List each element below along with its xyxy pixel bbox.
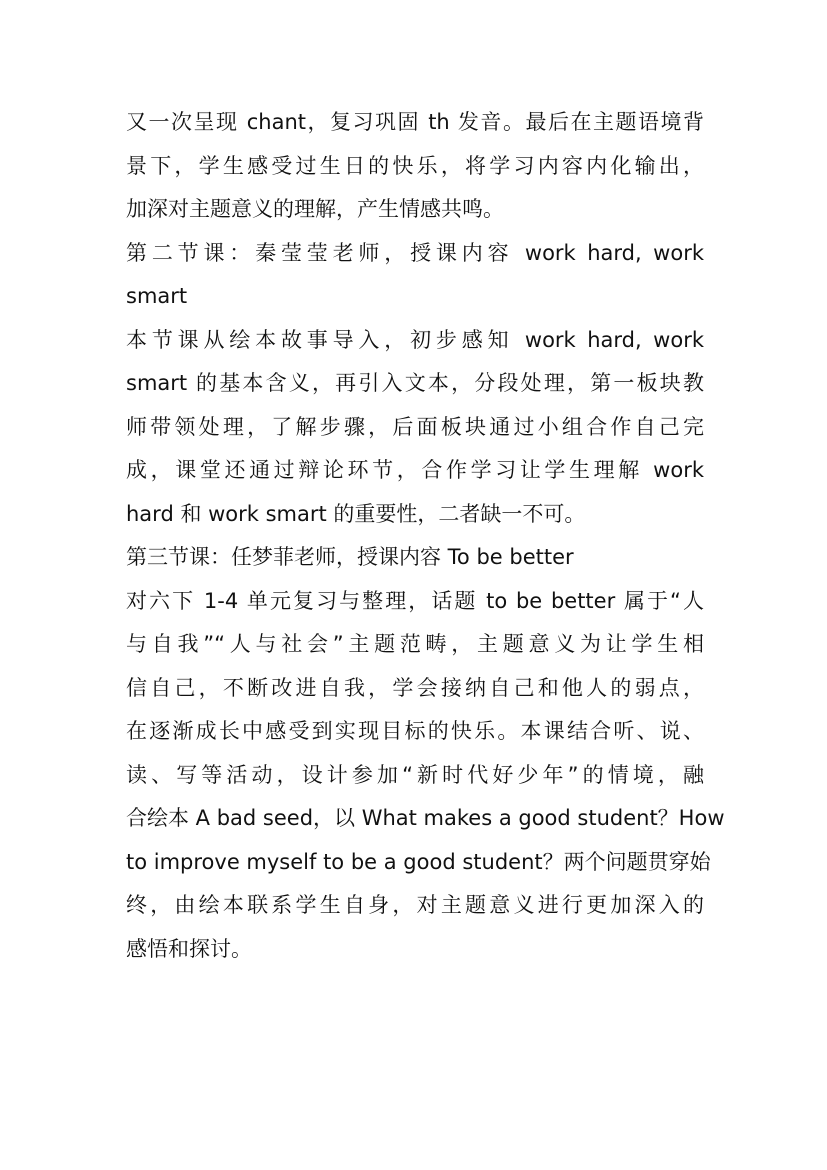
text-line: 终，由绘本联系学生自身，对主题意义进行更加深入的 (126, 893, 704, 917)
paragraph-lesson-three-body (126, 580, 725, 972)
text-line: 第三节课：任梦菲老师，授课内容 To be better (126, 545, 574, 569)
text-line: 感悟和探讨。 (126, 936, 252, 961)
text-line: 师带领处理，了解步骤，后面板块通过小组合作自己完 (126, 414, 704, 439)
document-body (126, 101, 725, 971)
text-line: 合绘本 A bad seed，以 What makes a good student？How (126, 806, 725, 830)
text-line: 加深对主题意义的理解，产生情感共鸣。 (126, 197, 504, 221)
text-line: 成，课堂还通过辩论环节，合作学习让学生理解 work (126, 458, 704, 482)
paragraph-lesson-three-heading (126, 536, 704, 580)
text-line: 景下，学生感受过生日的快乐，将学习内容内化输出， (126, 153, 704, 178)
text-line: 对六下 1-4 单元复习与整理，话题 to be better 属于“人 (126, 588, 704, 613)
text-line: 又一次呈现 chant，复习巩固 th 发音。最后在主题语境背 (126, 110, 704, 134)
paragraph-lesson-two-body (126, 319, 704, 537)
paragraph-lesson-two-heading (126, 232, 704, 319)
text-line: 第二节课：秦莹莹老师，授课内容 work hard, work (126, 240, 704, 265)
text-line: to improve myself to be a good student？两个问题贯穿始 (126, 849, 711, 874)
paragraph-lesson-one-summary (126, 101, 704, 232)
text-line: 在逐渐成长中感受到实现目标的快乐。本课结合听、说、 (126, 719, 704, 743)
text-line: hard 和 work smart 的重要性，二者缺一不可。 (126, 501, 586, 526)
text-line: 本节课从绘本故事导入，初步感知 work hard, work (126, 327, 704, 352)
text-line: smart (126, 284, 188, 308)
text-line: 与自我”“人与社会”主题范畴，主题意义为让学生相 (126, 632, 704, 656)
text-line: smart 的基本含义，再引入文本，分段处理，第一板块教 (126, 371, 704, 395)
text-line: 信自己，不断改进自我，学会接纳自己和他人的弱点， (126, 675, 704, 700)
text-line: 读、写等活动，设计参加“新时代好少年”的情境，融 (126, 762, 704, 787)
